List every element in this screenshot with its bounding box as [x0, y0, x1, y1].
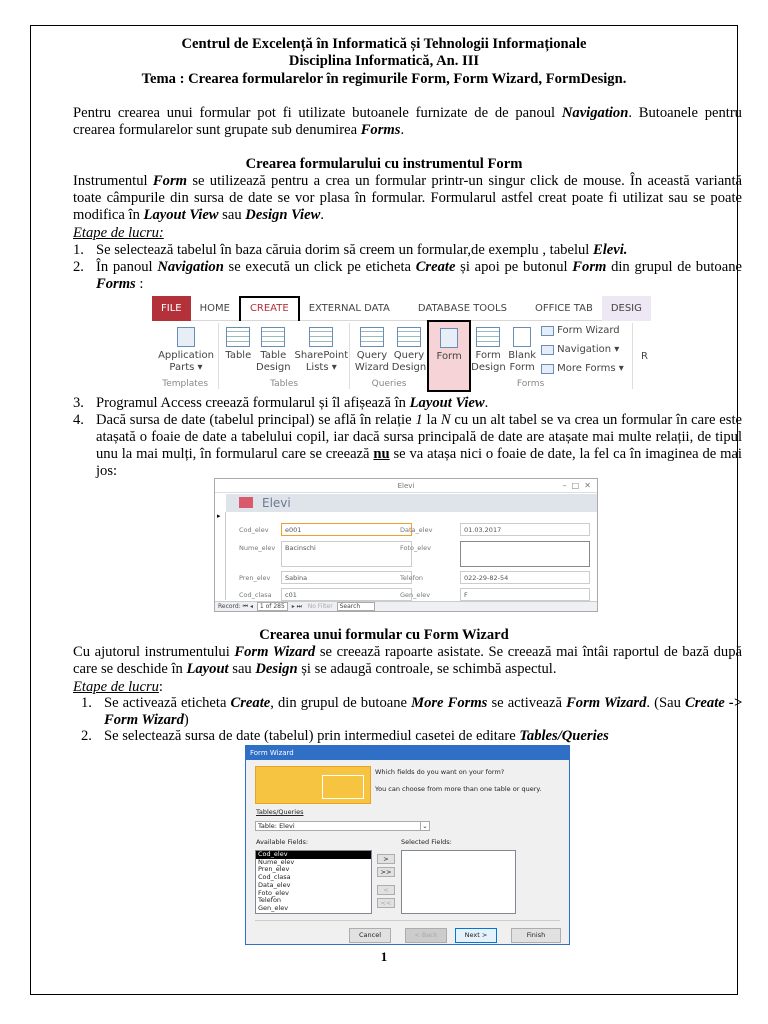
wizard-step-2 — [73, 728, 742, 745]
available-field-item[interactable]: Nume_elev — [258, 857, 295, 866]
application-parts-button[interactable] — [158, 327, 214, 374]
steps-label: Etape de lucru — [73, 679, 159, 695]
field-input[interactable] — [460, 541, 590, 567]
label: Query — [356, 350, 388, 361]
table-design-icon — [261, 327, 285, 347]
label: Design — [391, 362, 427, 373]
field-label: Cod_clasa — [239, 591, 272, 599]
blank-form-icon — [513, 327, 531, 347]
label: Query — [393, 350, 425, 361]
text-run: : — [135, 276, 144, 292]
tables-queries-label: Tables/Queries — [256, 808, 304, 816]
query-wizard-icon — [360, 327, 384, 347]
table-design-button[interactable] — [255, 327, 291, 374]
field-label: Gen_elev — [400, 591, 431, 599]
application-parts-icon — [177, 327, 195, 347]
query-wizard-button[interactable] — [354, 327, 390, 374]
window-controls[interactable]: – □ ✕ — [562, 481, 591, 490]
step-number: 3. — [73, 395, 84, 411]
table-icon — [226, 327, 250, 347]
text-run: Se activează eticheta — [104, 695, 231, 711]
form-header — [226, 494, 597, 512]
emphasis-text: Elevi. — [593, 242, 628, 258]
header-line-2: Disciplina Informatică, An. III — [288, 53, 480, 69]
navigation-button[interactable] — [541, 344, 619, 355]
finish-button[interactable]: Finish — [511, 928, 561, 943]
text-run: se utilizează pentru a crea un formular printr-un singur click de mouse. În această variantă toate câmpurile din sursa de date se vor plasa în formular. Formularul astfel creat poate fi utilizat sau se poate modifica în — [73, 173, 742, 223]
label: Form Wizard — [557, 325, 620, 336]
emphasis-text: Form Wizard — [234, 644, 316, 660]
text-run: sau — [228, 661, 256, 677]
available-fields-label: Available Fields: — [256, 838, 309, 846]
field-label: Data_elev — [400, 526, 433, 534]
form-wizard-icon — [541, 326, 554, 336]
query-design-icon — [397, 327, 421, 347]
tab-create[interactable]: CREATE — [239, 296, 300, 321]
window-title: Elevi — [397, 482, 415, 490]
next-button[interactable]: Next > — [455, 928, 497, 943]
label: Wizard — [354, 362, 390, 373]
selected-fields-label: Selected Fields: — [401, 838, 452, 846]
tab-database-tools[interactable]: DATABASE TOOLS — [417, 302, 507, 314]
search-box[interactable]: Search — [337, 602, 376, 611]
text-run: cu un alt tabel se va crea un formular în care este atașată o foaie de date a tabelului copil, iar dacă sursa principală de date are atașate mai multe relații, de tipul unu la mai mulți, în formularul care se creează — [96, 412, 742, 462]
section2-steps-label: Etape de lucru: — [73, 679, 163, 695]
no-filter-button[interactable]: No Filter — [307, 603, 333, 610]
form-header-title: Elevi — [262, 496, 291, 510]
available-field-item[interactable]: Telefon — [258, 896, 282, 905]
text-run: la — [422, 412, 441, 428]
text-run: și apoi pe butonul — [455, 259, 573, 275]
page-number: 1 — [380, 949, 388, 964]
selected-fields-list[interactable] — [401, 850, 516, 914]
text-run: . — [484, 395, 489, 411]
field-input[interactable]: e001 — [281, 523, 412, 536]
record-selector[interactable]: ▸ — [215, 512, 226, 600]
label: Table — [225, 350, 252, 361]
emphasis-text: N — [440, 412, 451, 428]
query-design-button[interactable] — [390, 327, 428, 374]
step-number: 2. — [73, 259, 84, 275]
emphasis-text: Layout View — [143, 207, 219, 223]
report-button-partial[interactable]: R — [641, 351, 648, 362]
emphasis-text: Create -> Form Wizard — [104, 695, 743, 728]
group-forms — [429, 323, 633, 389]
cancel-button[interactable]: Cancel — [349, 928, 391, 943]
field-label: Foto_elev — [400, 544, 431, 552]
select-value: Table: Elevi — [258, 822, 295, 830]
sharepoint-lists-icon — [309, 327, 333, 347]
wizard-step-1 — [73, 695, 742, 729]
form-icon — [440, 328, 458, 348]
field-label: Cod_elev — [239, 526, 269, 534]
field-input[interactable]: 01.03.2017 — [460, 523, 590, 536]
text-run: se creează rapoarte asistate. Se creează mai întâi raportul de bază după care se deschide în — [73, 644, 743, 677]
divider — [255, 920, 560, 921]
section1-steps-label: Etape de lucru: — [73, 225, 164, 241]
emphasis-text: nu — [373, 446, 390, 462]
emphasis-text: Navigation — [157, 259, 224, 275]
available-field-item[interactable]: Data_elev — [258, 880, 291, 889]
section1-paragraph — [73, 173, 742, 224]
emphasis-text: Design — [255, 661, 298, 677]
add-all-fields-button[interactable]: >> — [377, 867, 395, 877]
step-text — [96, 395, 742, 412]
label: Lists ▾ — [305, 362, 337, 373]
step-text — [104, 695, 742, 729]
step-text — [104, 728, 742, 745]
tab-file[interactable]: FILE — [152, 296, 191, 321]
step-4 — [73, 412, 742, 480]
blank-form-button[interactable] — [507, 327, 537, 374]
group-templates — [152, 323, 219, 389]
emphasis-text: Create — [415, 259, 456, 275]
text-run: . — [400, 122, 405, 138]
label: Parts ▾ — [169, 362, 203, 373]
record-position[interactable]: 1 of 285 — [257, 602, 288, 611]
group-label: Tables — [270, 379, 299, 389]
label: More Forms ▾ — [557, 363, 624, 374]
available-field-item[interactable]: Cod_clasa — [258, 873, 291, 882]
step-text — [96, 242, 742, 259]
text-run: . Butoanele pentru crearea formularelor sunt grupate sub denumirea — [73, 105, 742, 138]
available-field-item[interactable]: Pren_elev — [258, 865, 290, 874]
tab-office-tab[interactable]: OFFICE TAB — [534, 302, 593, 314]
emphasis-text: More Forms — [411, 695, 488, 711]
step-number: 1. — [81, 695, 92, 711]
remove-all-fields-button[interactable]: << — [377, 898, 395, 908]
form-design-button[interactable] — [471, 327, 505, 374]
tab-design[interactable]: DESIG — [602, 296, 651, 321]
add-field-button[interactable]: > — [377, 854, 395, 864]
emphasis-text: Layout — [186, 661, 229, 677]
sharepoint-lists-button[interactable] — [293, 327, 349, 374]
tab-home[interactable]: HOME — [199, 302, 230, 314]
field-input[interactable]: Bacinschi — [281, 541, 412, 567]
text-run: se activează — [487, 695, 567, 711]
text-run: . (Sau — [646, 695, 686, 711]
emphasis-text: Layout View — [409, 395, 485, 411]
emphasis-text: 1 — [415, 412, 423, 428]
emphasis-text: Form Wizard — [566, 695, 647, 711]
text-run: Pentru crearea unui formular pot fi utilizate butoanele furnizate de de panoul — [73, 105, 562, 121]
more-forms-button[interactable] — [541, 363, 624, 374]
text-run: Dacă sursa de date (tabelul principal) se află în relație — [96, 412, 416, 428]
intro-paragraph — [73, 105, 742, 139]
record-navigation: Record: ⏮ ◂ 1 of 285 ▸ ⏭ No Filter Search — [215, 601, 597, 611]
group-label: Queries — [371, 379, 407, 389]
window-title-bar — [215, 479, 597, 493]
emphasis-text: Tables/Queries — [519, 728, 609, 744]
header-line-3: Tema : Crearea formularelor în regimurile Form, Form Wizard, FormDesign. — [141, 71, 627, 87]
section2-paragraph — [73, 644, 742, 678]
wizard-question: Which fields do you want on your form? — [375, 768, 505, 776]
tables-queries-select[interactable] — [255, 821, 430, 831]
remove-field-button[interactable]: < — [377, 885, 395, 895]
text-run: din grupul de butoane — [606, 259, 742, 275]
label: Form — [475, 350, 501, 361]
emphasis-text: Form — [152, 173, 187, 189]
text-run: Se selectează tabelul în baza căruia dorim să creem un formular,de exemplu , tabelul — [96, 242, 593, 258]
step-number: 1. — [73, 242, 84, 258]
form-design-icon — [476, 327, 500, 347]
label: Design — [256, 362, 291, 373]
header-line-1: Centrul de Excelență în Informatică și Tehnologii Informaționale — [181, 36, 587, 52]
text-run: se execută un click pe eticheta — [223, 259, 416, 275]
wizard-hint: You can choose from more than one table or query. — [375, 785, 542, 793]
group-tables — [219, 323, 350, 389]
text-run: . — [320, 207, 324, 223]
available-field-item[interactable]: Foto_elev — [258, 888, 289, 897]
emphasis-text: Create — [230, 695, 271, 711]
text-run: sau — [218, 207, 246, 223]
form-wizard-button[interactable] — [541, 325, 619, 336]
form-wizard-dialog-screenshot — [245, 745, 570, 945]
step-number: 4. — [73, 412, 84, 428]
text-run: , din grupul de butoane — [270, 695, 412, 711]
tab-external-data[interactable]: EXTERNAL DATA — [308, 302, 390, 314]
more-forms-icon — [541, 364, 554, 374]
label: Design — [471, 362, 506, 373]
text-run: Cu ajutorul instrumentului — [73, 644, 235, 660]
field-label: Pren_elev — [239, 574, 271, 582]
back-button[interactable]: < Back — [405, 928, 447, 943]
text-run: ) — [183, 712, 189, 728]
label: SharePoint — [294, 350, 349, 361]
text-run: Instrumentul — [73, 173, 153, 189]
available-field-item[interactable]: Cod_elev — [256, 851, 371, 859]
section1-heading: Crearea formularului cu instrumentul Form — [245, 156, 523, 172]
step-text — [96, 412, 742, 480]
field-label: Nume_elev — [239, 544, 276, 552]
text-run: Programul Access creează formularul și îl afișează în — [96, 395, 410, 411]
field-input[interactable]: 022-29-82-54 — [460, 571, 590, 584]
step-3 — [73, 395, 742, 412]
dialog-title: Form Wizard — [246, 746, 569, 760]
wizard-illustration — [255, 766, 371, 804]
form-icon — [239, 497, 253, 508]
record-label: Record: — [218, 603, 241, 610]
emphasis-text: Navigation — [561, 105, 629, 121]
step-text — [96, 259, 742, 293]
section2-heading: Crearea unui formular cu Form Wizard — [259, 627, 509, 643]
text-run: Se selectează sursa de date (tabelul) prin intermediul casetei de editare — [104, 728, 520, 744]
elevi-form-screenshot — [214, 478, 598, 612]
field-input[interactable]: F — [460, 588, 590, 601]
step-1 — [73, 242, 742, 259]
label: Navigation ▾ — [557, 344, 620, 355]
access-ribbon-screenshot — [152, 296, 648, 390]
label: Form — [436, 351, 462, 362]
label: Blank — [508, 350, 537, 361]
chevron-down-icon: ⌄ — [420, 822, 429, 830]
navigation-icon — [541, 345, 554, 355]
table-button[interactable] — [223, 327, 253, 362]
available-fields-list[interactable] — [255, 850, 372, 914]
label: Form — [509, 362, 535, 373]
text-run: În panoul — [96, 259, 158, 275]
field-label: Telefon — [400, 574, 424, 582]
step-2 — [73, 259, 742, 293]
group-label: Forms — [516, 379, 545, 389]
emphasis-text: Form — [572, 259, 607, 275]
text-run: se va atașa nici o foaie de date, la fel ca în imaginea de mai jos: — [96, 446, 742, 479]
emphasis-text: Design View — [245, 207, 321, 223]
label: Application — [158, 350, 214, 361]
step-number: 2. — [81, 728, 92, 744]
emphasis-text: Forms — [360, 122, 401, 138]
available-field-item[interactable]: Gen_elev — [258, 903, 289, 912]
text-run: și se adaugă controale, se schimbă aspectul. — [297, 661, 557, 677]
group-label: Templates — [162, 379, 209, 389]
field-input[interactable]: Sabina — [281, 571, 412, 584]
field-input[interactable]: c01 — [281, 588, 412, 601]
emphasis-text: Forms — [96, 276, 136, 292]
group-queries — [350, 323, 429, 389]
label: Table — [260, 350, 287, 361]
